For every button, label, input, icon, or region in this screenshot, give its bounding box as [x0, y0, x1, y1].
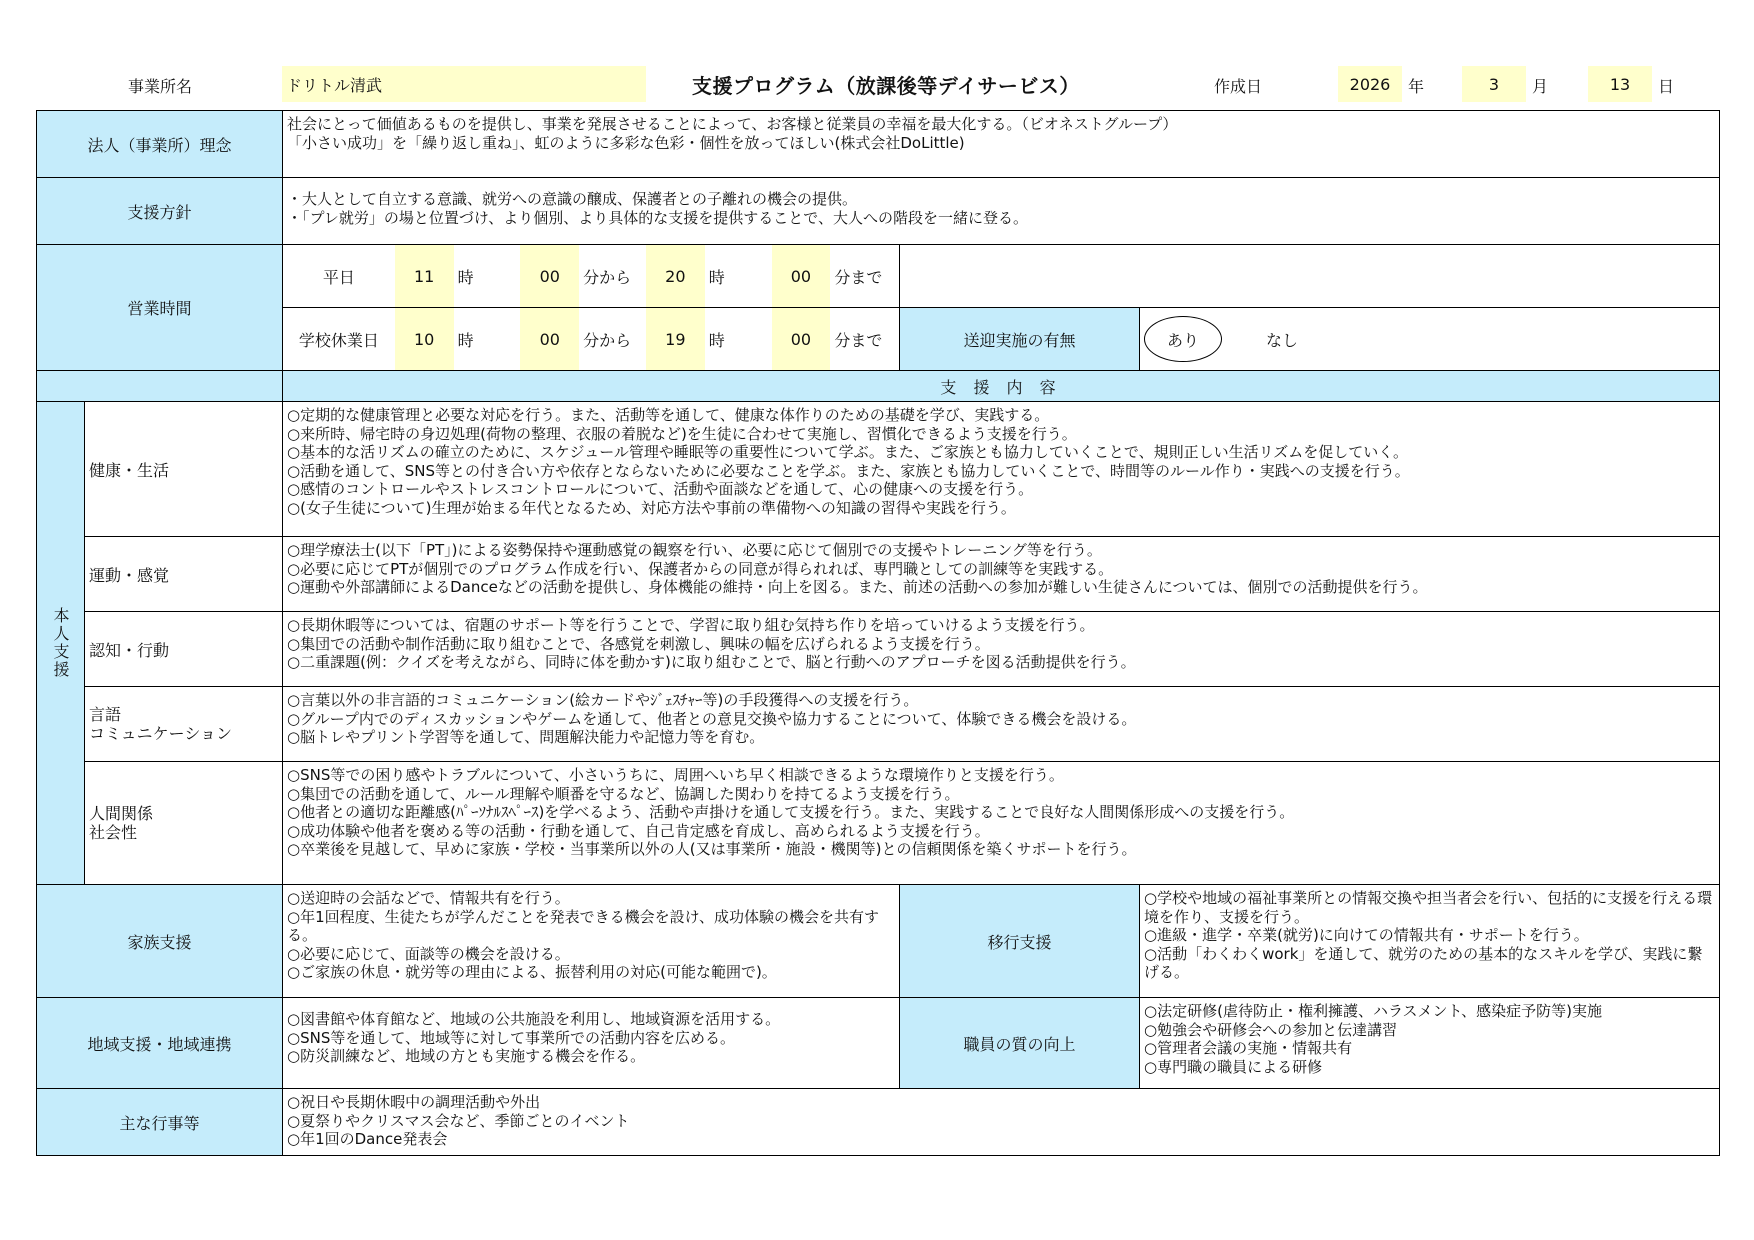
- policy-label: 支援方針: [36, 177, 283, 245]
- office-name-field[interactable]: ドリトル清武: [282, 66, 646, 102]
- holiday-start-minute[interactable]: 00: [520, 308, 579, 370]
- created-month-field[interactable]: 3: [1462, 66, 1526, 102]
- created-date-label: 作成日: [1214, 77, 1263, 96]
- hour-unit: 時: [708, 330, 725, 350]
- weekday-blank-cell: [899, 244, 1720, 308]
- staff-quality-label: 職員の質の向上: [899, 997, 1140, 1089]
- day-unit: 日: [1658, 77, 1675, 96]
- hour-unit: 時: [457, 330, 474, 350]
- cognition-behavior-label: 認知・行動: [84, 611, 283, 687]
- main-events-label: 主な行事等: [36, 1088, 283, 1156]
- self-support-label: 本人支援: [51, 607, 70, 679]
- hour-unit: 時: [457, 267, 474, 287]
- year-unit: 年: [1408, 77, 1425, 96]
- transport-no-option[interactable]: なし: [1266, 331, 1299, 350]
- from-unit: 分から: [583, 330, 632, 350]
- staff-quality-text: ○法定研修(虐待防止・権利擁護、ハラスメント、感染症予防等)実施 ○勉強会や研修会への参加と伝達講習 ○管理者会議の実施・情報共有 ○専門職の職員による研修: [1139, 997, 1720, 1089]
- main-events-text: ○祝日や長期休暇中の調理活動や外出 ○夏祭りやクリスマス会など、季節ごとのイベント ○年1回のDance発表会: [282, 1088, 1720, 1156]
- hour-unit: 時: [708, 267, 725, 287]
- until-unit: 分まで: [834, 330, 883, 350]
- language-communication-label: 言語 コミュニケーション: [84, 686, 283, 762]
- weekday-label: 平日: [322, 267, 355, 287]
- philosophy-label: 法人（事業所）理念: [36, 110, 283, 178]
- weekday-hours-row: [282, 244, 900, 308]
- relationships-social-label: 人間関係 社会性: [84, 761, 283, 885]
- relationships-social-text: ○SNS等での困り感やトラブルについて、小さいうちに、周囲へいち早く相談できるような環境作りと支援を行う。 ○集団での活動を通して、ルール理解や順番を守るなど、協調した関わりを持てるよう支援を行う。 ○他者との適切な距離感(ﾊﾟｰｿﾅﾙｽﾍﾟｰｽ)を学べるよう、活動や声掛けを通して支援を行う。また、実践することで良好な人間関係形成への支援を行う。 ○成功体験や他者を褒める等の活動・行動を通して、自己肯定感を育成し、高められるよう支援を行う。 ○卒業後を見越して、早めに家族・学校・当事業所以外の人(又は事業所・施設・機関等)との信頼関係を築くサポートを行う。: [282, 761, 1720, 885]
- language-communication-text: ○言葉以外の非言語的コミュニケーション(絵カードやｼﾞｪｽﾁｬｰ等)の手段獲得への支援を行う。 ○グループ内でのディスカッションやゲームを通して、他者との意見交換や協力することについて、体験できる機会を設ける。 ○脳トレやプリント学習等を通して、問題解決能力や記憶力等を育む。: [282, 686, 1720, 762]
- motor-sensory-label: 運動・感覚: [84, 536, 283, 612]
- created-year-field[interactable]: 2026: [1338, 66, 1402, 102]
- cognition-behavior-text: ○長期休暇等については、宿題のサポート等を行うことで、学習に取り組む気持ち作りを培っていけるよう支援を行う。 ○集団での活動や制作活動に取り組むことで、各感覚を刺激し、興味の幅を広げられるよう支援を行う。 ○二重課題(例：クイズを考えながら、同時に体を動かす)に取り組むことで、脳と行動へのアプローチを図る活動提供を行う。: [282, 611, 1720, 687]
- family-support-label: 家族支援: [36, 884, 283, 998]
- office-name-label: 事業所名: [128, 77, 193, 96]
- family-support-text: ○送迎時の会話などで、情報共有を行う。 ○年1回程度、生徒たちが学んだことを発表できる機会を設け、成功体験の機会を共有する。 ○必要に応じて、面談等の機会を設ける。 ○ご家族の休息・就労等の理由による、振替利用の対応(可能な範囲で)。: [282, 884, 900, 998]
- weekday-start-minute[interactable]: 00: [520, 245, 579, 307]
- page-title: 支援プログラム（放課後等デイサービス）: [692, 74, 1080, 98]
- from-unit: 分から: [583, 267, 632, 287]
- self-support-label-cell: [36, 401, 85, 885]
- created-day-field[interactable]: 13: [1588, 66, 1652, 102]
- transport-yes-option[interactable]: あり: [1144, 316, 1222, 362]
- transport-label: 送迎実施の有無: [899, 307, 1140, 371]
- holiday-end-hour[interactable]: 19: [646, 308, 705, 370]
- weekday-end-hour[interactable]: 20: [646, 245, 705, 307]
- weekday-end-minute[interactable]: 00: [772, 245, 831, 307]
- philosophy-text: 社会にとって価値あるものを提供し、事業を発展させることによって、お客様と従業員の幸福を最大化する。（ビオネストグループ） 「小さい成功」を「繰り返し重ね」、虹のように多彩な色彩・個性を放ってほしい(株式会社DoLittle): [282, 110, 1720, 178]
- health-life-text: ○定期的な健康管理と必要な対応を行う。また、活動等を通して、健康な体作りのための基礎を学び、実践する。 ○来所時、帰宅時の身辺処理(荷物の整理、衣服の着脱など)を生徒に合わせて実施し、習慣化できるよう支援を行う。 ○基本的な活リズムの確立のために、スケジュール管理や睡眠等の重要性について学ぶ。また、ご家族とも協力していくことで、規則正しい生活リズムを促していく。 ○活動を通して、SNS等との付き合い方や依存とならないために必要なことを学ぶ。また、家族とも協力していくことで、時間等のルール作り・実践への支援を行う。 ○感情のコントロールやストレスコントロールについて、活動や面談などを通して、心の健康への支援を行う。 ○(女子生徒について)生理が始まる年代となるため、対応方法や事前の準備物への知識の習得や実践を行う。: [282, 401, 1720, 537]
- community-support-text: ○図書館や体育館など、地域の公共施設を利用し、地域資源を活用する。 ○SNS等を通して、地域等に対して事業所での活動内容を広める。 ○防災訓練など、地域の方とも実施する機会を作る。: [282, 997, 900, 1089]
- weekday-start-hour[interactable]: 11: [395, 245, 454, 307]
- transport-options: [1139, 307, 1720, 371]
- motor-sensory-text: ○理学療法士(以下「PT」)による姿勢保持や運動感覚の観察を行い、必要に応じて個別での支援やトレーニング等を行う。 ○必要に応じてPTが個別でのプログラム作成を行い、保護者からの同意が得られれば、専門職としての訓練等を実践する。 ○運動や外部講師によるDanceなどの活動を提供し、身体機能の維持・向上を図る。また、前述の活動への参加が難しい生徒さんについては、個別での活動提供を行う。: [282, 536, 1720, 612]
- transition-support-label: 移行支援: [899, 884, 1140, 998]
- policy-text: ・大人として自立する意識、就労への意識の醸成、保護者との子離れの機会の提供。 ・「プレ就労」の場と位置づけ、より個別、より具体的な支援を提供することで、大人への階段を一緒に登る。: [282, 177, 1720, 245]
- holiday-label: 学校休業日: [298, 330, 379, 350]
- community-support-label: 地域支援・地域連携: [36, 997, 283, 1089]
- support-program-table: [36, 110, 1720, 1160]
- holiday-start-hour[interactable]: 10: [395, 308, 454, 370]
- holiday-hours-row: [282, 307, 900, 371]
- holiday-end-minute[interactable]: 00: [772, 308, 831, 370]
- transition-support-text: ○学校や地域の福祉事業所との情報交換や担当者会を行い、包括的に支援を行える環境を作り、支援を行う。 ○進級・進学・卒業(就労)に向けての情報共有・サポートを行う。 ○活動「わくわくwork」を通して、就労のための基本的なスキルを学び、実践に繋げる。: [1139, 884, 1720, 998]
- health-life-label: 健康・生活: [84, 401, 283, 537]
- hours-label: 営業時間: [36, 244, 283, 371]
- until-unit: 分まで: [834, 267, 883, 287]
- month-unit: 月: [1532, 77, 1549, 96]
- content-header-blank: [36, 370, 283, 402]
- content-header: 支 援 内 容: [282, 370, 1720, 402]
